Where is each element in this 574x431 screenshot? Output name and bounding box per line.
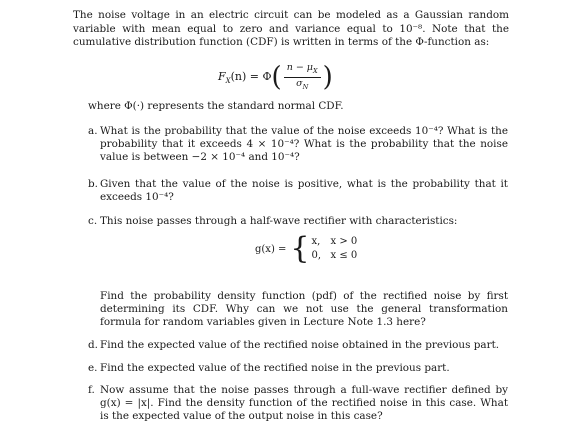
- question-b: b. Given that the value of the noise is positive, what is the probability that it exceeds 10⁻⁴?: [88, 178, 508, 204]
- question-a: a. What is the probability that the value of the noise exceeds 10⁻⁴? What is the probability that it exceeds 4 × 10⁻⁴? What is the probability that the noise value is between −2 × 10⁻⁴ and 10⁻⁴?: [88, 125, 508, 164]
- question-e: e. Find the expected value of the rectified noise in the previous part.: [88, 362, 450, 374]
- question-c: c. This noise passes through a half-wave rectifier with characteristics:: [88, 215, 458, 227]
- brace: {: [290, 231, 310, 266]
- where-text: where Φ(·) represents the standard normal CDF.: [88, 100, 344, 112]
- question-d: d. Find the expected value of the rectified noise obtained in the previous part.: [88, 339, 500, 351]
- question-f: f. Now assume that the noise passes through a full-wave rectifier defined by g(x) = |x|. Find the density function of the rectified noise in this case. What is the expected value of the output noise in this case?: [88, 384, 508, 423]
- intro-paragraph: The noise voltage in an electric circuit can be modeled as a Gaussian random variable with mean equal to zero and variance equal to 10⁻⁸. Note that the cumulative distribution function (CDF) is written in terms of the Φ-function as:: [73, 9, 509, 49]
- left-paren: (: [271, 61, 282, 94]
- question-c-followup: Find the probability density function (pdf) of the rectified noise by first determining its CDF. Why can we not use the general transformation formula for random variables given in Lecture Note 1.3 here?: [100, 290, 508, 329]
- rectifier-function: g(x) = { x, x > 0 0, x ≤ 0: [255, 231, 358, 266]
- equation-fraction: $\frac{n - \mu_X}{\sigma_N}$: [282, 62, 323, 93]
- equation-lhs: $F_X(n) = \Phi$: [218, 69, 272, 85]
- right-paren: ): [322, 61, 333, 94]
- cdf-equation: [218, 62, 333, 93]
